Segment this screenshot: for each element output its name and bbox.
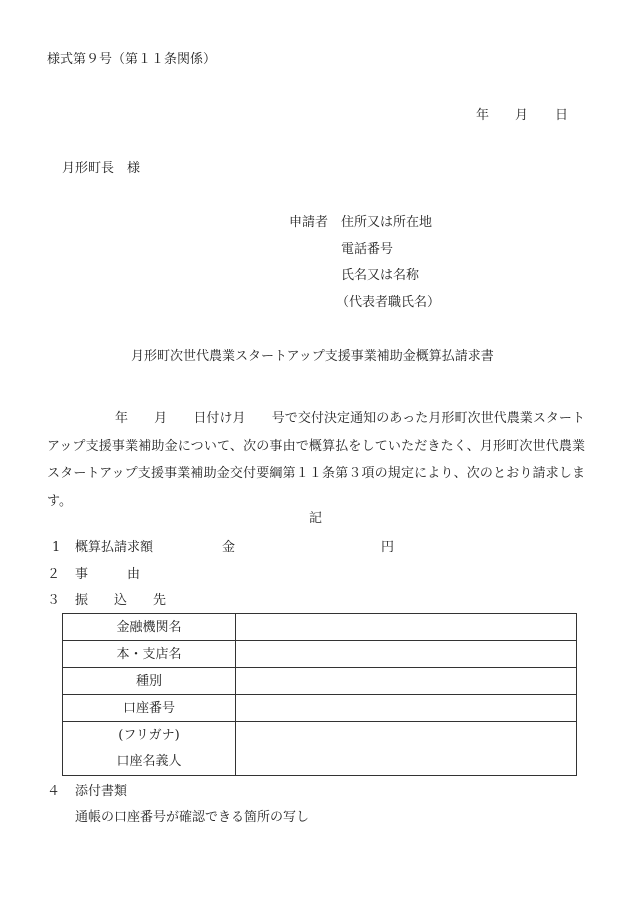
bank-name-cell[interactable] xyxy=(236,614,577,641)
item-3-number: ３ xyxy=(47,593,61,608)
account-holder-label: 口座名義人 xyxy=(116,753,182,769)
item-2-label: 事 由 xyxy=(75,567,141,582)
date-day: 日 xyxy=(555,108,569,123)
form-number: 様式第９号（第１１条関係） xyxy=(47,52,217,67)
document-title: 月形町次世代農業スタートアップ支援事業補助金概算払請求書 xyxy=(131,349,494,364)
item-1-label: 概算払請求額 xyxy=(75,540,154,555)
branch-label: 本・支店名 xyxy=(63,641,236,668)
account-number-label: 口座番号 xyxy=(63,695,236,722)
date-month: 月 xyxy=(515,108,529,123)
applicant-phone-label: 電話番号 xyxy=(341,242,394,257)
ki-heading: 記 xyxy=(309,511,323,526)
table-row xyxy=(63,722,577,776)
bank-name-label: 金融機関名 xyxy=(63,614,236,641)
applicant-heading: 申請者 xyxy=(289,215,329,230)
account-holder-cell[interactable] xyxy=(236,722,577,776)
table-row xyxy=(63,641,577,668)
account-holder-label-cell xyxy=(63,722,236,776)
transfer-table xyxy=(62,613,577,776)
item-4-number: ４ xyxy=(47,784,61,799)
body-paragraph: 年 月 日付け月 号で交付決定通知のあった月形町次世代農業スタートアップ支援事業補助金について、次の事由で概算払をしていただきたく、月形町次世代農業スタートアップ支援事業補助金交付要綱第１１条第３項の規定により、次のとおり請求します。 xyxy=(47,411,585,510)
account-type-cell[interactable] xyxy=(236,668,577,695)
applicant-representative-label: （代表者職氏名） xyxy=(336,295,441,310)
table-row xyxy=(63,668,577,695)
item-4-attachment: 通帳の口座番号が確認できる箇所の写し xyxy=(75,810,310,825)
table-row xyxy=(63,614,577,641)
table-row xyxy=(63,695,577,722)
branch-cell[interactable] xyxy=(236,641,577,668)
item-3-label: 振 込 先 xyxy=(75,593,167,608)
item-2-number: ２ xyxy=(47,567,61,582)
date-year: 年 xyxy=(476,108,490,123)
applicant-name-label: 氏名又は名称 xyxy=(341,268,420,283)
item-1-yen: 円 xyxy=(381,540,395,555)
item-1-number: 1 xyxy=(52,540,61,555)
account-number-cell[interactable] xyxy=(236,695,577,722)
applicant-address-label: 住所又は所在地 xyxy=(341,215,433,230)
item-1-kin: 金 xyxy=(222,540,236,555)
account-type-label: 種別 xyxy=(63,668,236,695)
addressee: 月形町長 様 xyxy=(62,161,141,176)
item-4-label: 添付書類 xyxy=(75,784,128,799)
furigana-label: (フリガナ) xyxy=(118,727,180,743)
